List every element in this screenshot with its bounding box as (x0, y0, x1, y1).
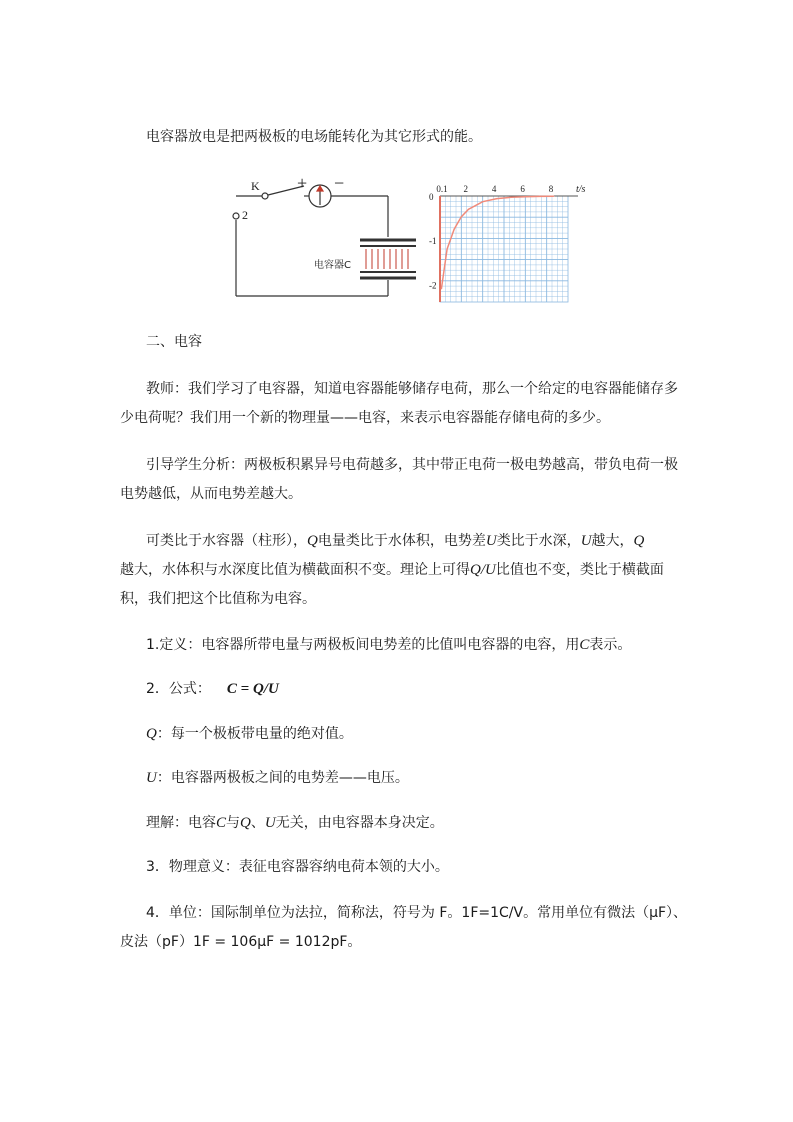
q-definition: Q：每一个极板带电量的绝对值。 (146, 726, 353, 742)
capacitance-formula: C = Q/U (226, 681, 279, 697)
x-tick-label: 0.1 (436, 184, 448, 194)
data-point (511, 197, 512, 198)
understanding-paragraph: 理解：电容C与Q、U无关，由电容器本身决定。 (146, 815, 444, 831)
definition-paragraph: 1.定义：电容器所带电量与两极板间电势差的比值叫电容器的电容，用C表示。 (146, 637, 632, 653)
physical-meaning-paragraph: 3．物理意义：表征电容器容纳电荷本领的大小。 (146, 859, 449, 875)
formula-paragraph: 2．公式： C = Q/U (146, 681, 279, 697)
analogy-line3: 积，我们把这个比值称为电容。 (120, 591, 316, 607)
field-lines (366, 249, 408, 269)
terminal-label: 2 (242, 208, 248, 222)
switch-terminal-k (262, 193, 268, 199)
guide-paragraph-line1: 引导学生分析：两极板积累异号电荷越多，其中带正电荷一极电势越高，带负电荷一极 (146, 457, 678, 473)
teacher-paragraph-line2: 少电荷呢？我们用一个新的物理量——电容，来表示电容器能存储电荷的多少。 (120, 410, 610, 426)
data-point (525, 196, 526, 197)
x-tick-label: 8 (548, 184, 554, 194)
circuit-and-graph-figure (228, 172, 618, 312)
teacher-paragraph-line1: 教师：我们学习了电容器，知道电容器能够储存电荷，那么一个给定的电容器能储存多 (146, 381, 678, 397)
data-point (461, 216, 462, 217)
data-point (496, 198, 497, 199)
plus-sign: + (297, 173, 308, 193)
data-point (553, 196, 554, 197)
section-heading: 二、电容 (146, 334, 202, 350)
guide-paragraph-line2: 电势越低，从而电势差越大。 (120, 486, 302, 502)
data-point (539, 196, 540, 197)
data-point (447, 248, 448, 249)
data-point (468, 209, 469, 210)
analogy-line2: 越大，水体积与水深度比值为横截面积不变。理论上可得Q/U比值也不变，类比于横截面 (120, 562, 664, 578)
unit-paragraph-line2: 皮法（pF）1F = 106μF = 1012pF。 (120, 934, 362, 950)
data-point (482, 201, 483, 202)
switch-label: K (251, 179, 260, 193)
x-tick-label: 4 (491, 184, 497, 194)
u-definition: U：电容器两极板之间的电势差——电压。 (146, 770, 409, 786)
data-point (454, 229, 455, 230)
x-axis-label: t/s (576, 184, 586, 195)
capacitor-label: 电容器C (314, 260, 351, 271)
y-tick-label: -2 (429, 280, 437, 291)
terminal-2 (233, 213, 239, 219)
x-tick-label: 2 (463, 184, 468, 194)
data-point (441, 288, 442, 289)
minus-sign: − (334, 173, 345, 193)
paragraph-discharge: 电容器放电是把两极板的电场能转化为其它形式的能。 (146, 129, 482, 145)
unit-paragraph-line1: 4．单位：国际制单位为法拉，简称法，符号为 F。1F=1C/V。常用单位有微法（μF）、 (146, 905, 688, 921)
discharge-current-chart (429, 184, 586, 302)
analogy-line1: 可类比于水容器（柱形），Q电量类比于水体积，电势差U类比于水深，U越大，Q (146, 533, 645, 549)
x-tick-label: 6 (520, 184, 525, 194)
y-tick-label: 0 (429, 192, 434, 202)
circuit-diagram (233, 185, 416, 296)
y-tick-label: -1 (429, 236, 437, 247)
